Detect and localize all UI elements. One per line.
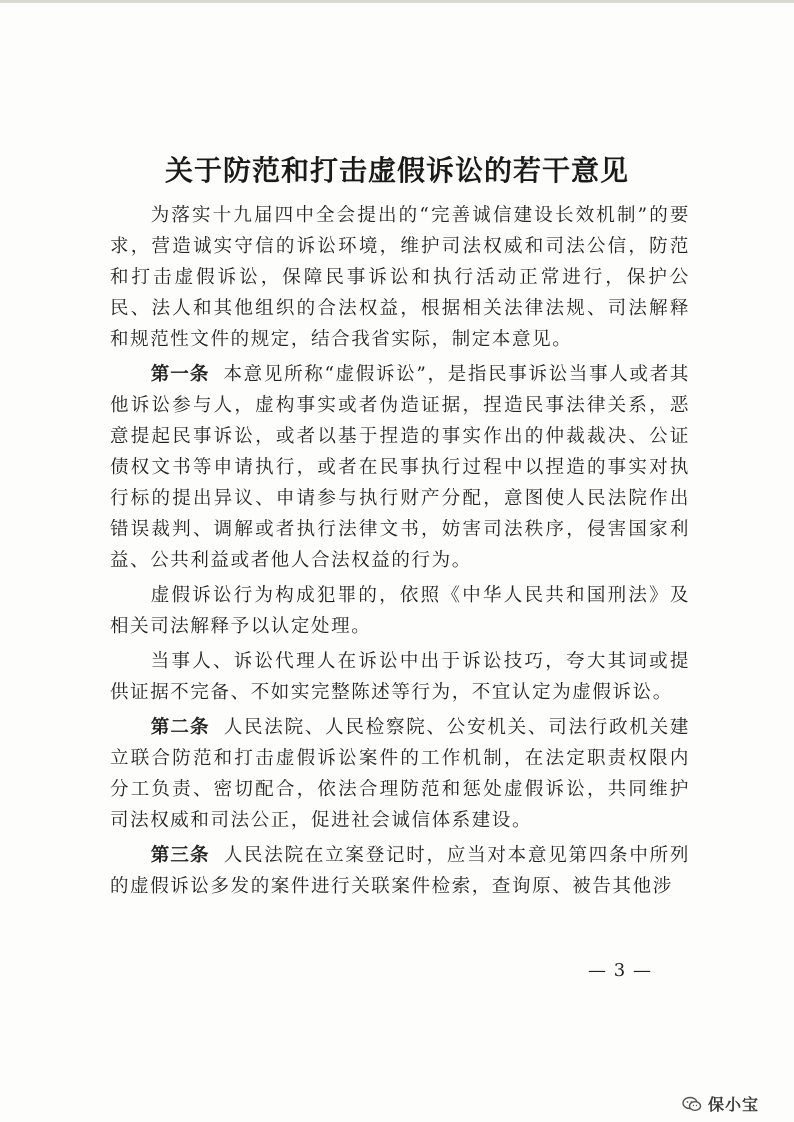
article-1-text: 本意见所称“虚假诉讼”，是指民事诉讼当事人或者其他诉讼参与人，虚构事实或者伪造证据，捏造民事法律关系，恶意提起民事诉讼，或者以基于捏造的事实作出的仲裁裁决、公证债权文书等申请执行，或者在民事执行过程中以捏造的事实对执行标的提出异议、申请参与执行财产分配，意图使人民法院作出错误裁判、调解或者执行法律文书，妨害司法秩序，侵害国家利益、公共利益或者他人合法权益的行为。 bbox=[110, 364, 690, 571]
document-title: 关于防范和打击虚假诉讼的若干意见 bbox=[164, 153, 629, 187]
article-2-label: 第二条 bbox=[150, 717, 210, 738]
page-number: — 3 — bbox=[588, 960, 652, 981]
article-1-label: 第一条 bbox=[150, 364, 210, 385]
article-2-text: 人民法院、人民检察院、公安机关、司法行政机关建立联合防范和打击虚假诉讼案件的工作机制，在法定职责权限内分工负责、密切配合，依法合理防范和惩处虚假诉讼，共同维护司法权威和司法公正，促进社会诚信体系建设。 bbox=[110, 717, 690, 831]
article-2-paragraph bbox=[110, 712, 690, 836]
article-3-label: 第三条 bbox=[150, 845, 210, 866]
wechat-icon bbox=[682, 1096, 702, 1112]
exception-paragraph: 当事人、诉讼代理人在诉讼中出于诉讼技巧，夸大其词或提供证据不完备、不如实完整陈述等行为，不宜认定为虚假诉讼。 bbox=[110, 651, 690, 703]
intro-paragraph: 为落实十九届四中全会提出的“完善诚信建设长效机制”的要求，营造诚实守信的诉讼环境，维护司法权威和司法公信，防范和打击虚假诉讼，保障民事诉讼和执行活动正常进行，保护公民、法人和其他组织的合法权益，根据相关法律法规、司法解释和规范性文件的规定，结合我省实际，制定本意见。 bbox=[110, 205, 690, 350]
watermark bbox=[682, 1092, 759, 1115]
article-3-paragraph bbox=[110, 840, 690, 902]
article-3-text: 人民法院在立案登记时，应当对本意见第四条中所列的虚假诉讼多发的案件进行关联案件检索，查询原、被告其他涉 bbox=[110, 845, 690, 897]
article-1-paragraph bbox=[110, 359, 690, 576]
document-body bbox=[110, 200, 690, 902]
scan-top-edge bbox=[0, 0, 794, 3]
watermark-text: 保小宝 bbox=[708, 1095, 760, 1114]
criminal-paragraph: 虚假诉讼行为构成犯罪的，依照《中华人民共和国刑法》及相关司法解释予以认定处理。 bbox=[110, 585, 690, 637]
